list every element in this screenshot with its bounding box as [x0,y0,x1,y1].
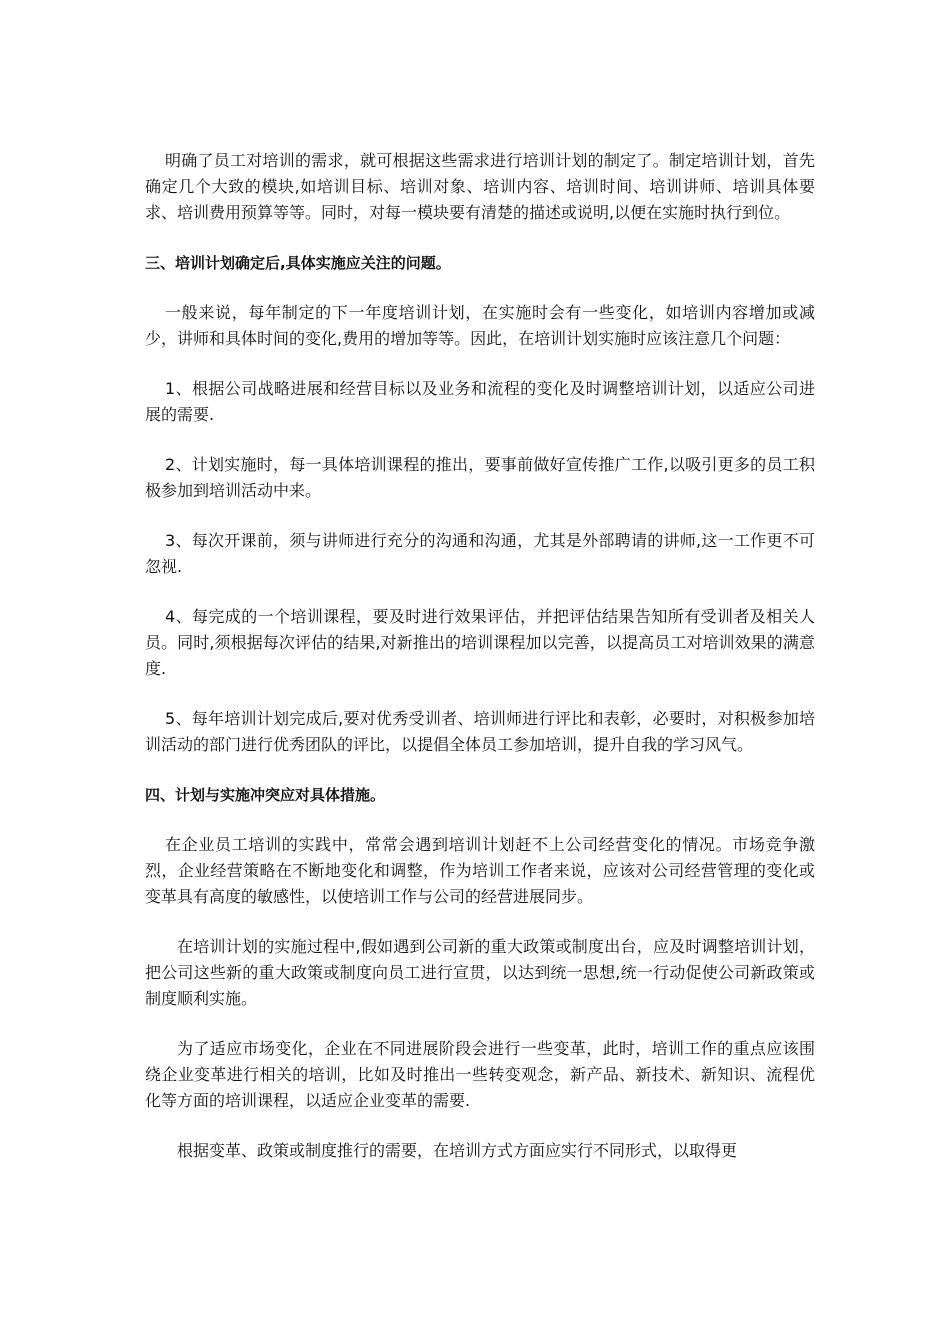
list-item-2: 2、计划实施时，每一具体培训课程的推出，要事前做好宣传推广工作,以吸引更多的员工积极参加到培训活动中来。 [145,455,815,500]
paragraph-policy-changes: 在培训计划的实施过程中,假如遇到公司新的重大政策或制度出台，应及时调整培训计划，把公司这些新的重大政策或制度向员工进行宣贯，以达到统一思想,统一行动促使公司新政策或制度顺利实施。 [145,937,815,1008]
paragraph-enterprise-reform: 为了适应市场变化，企业在不同进展阶段会进行一些变革，此时，培训工作的重点应该围绕企业变革进行相关的培训，比如及时推出一些转变观念，新产品、新技术、新知识、流程优化等方面的培训课程，以适应企业变革的需要. [145,1039,815,1110]
section-heading-3: 三、培训计划确定后,具体实施应关注的问题。 [145,254,451,272]
paragraph-market-changes: 在企业员工培训的实践中，常常会遇到培训计划赶不上公司经营变化的情况。市场竞争激烈，企业经营策略在不断地变化和调整，作为培训工作者来说，应该对公司经营管理的变化或变革具有高度的敏感性，以使培训工作与公司的经营进展同步。 [145,835,815,906]
paragraph-training-methods: 根据变革、政策或制度推行的需要，在培训方式方面应实行不同形式，以取得更 [177,1141,738,1160]
document-page [145,148,815,1188]
paragraph-training-plan-intro: 明确了员工对培训的需求，就可根据这些需求进行培训计划的制定了。制定培训计划，首先确定几个大致的模块,如培训目标、培训对象、培训内容、培训时间、培训讲师、培训具体要求、培训费用预算等等。同时，对每一模块要有清楚的描述或说明,以便在实施时执行到位。 [145,151,815,222]
list-item-1: 1、根据公司战略进展和经营目标以及业务和流程的变化及时调整培训计划，以适应公司进展的需要. [145,379,815,424]
list-item-3: 3、每次开课前，须与讲师进行充分的沟通和沟通，尤其是外部聘请的讲师,这一工作更不可忽视. [145,531,815,576]
list-item-5: 5、每年培训计划完成后,要对优秀受训者、培训师进行评比和表彰，必要时，对积极参加培训活动的部门进行优秀团队的评比，以提倡全体员工参加培训，提升自我的学习风气。 [145,709,815,754]
section-heading-4: 四、计划与实施冲突应对具体措施。 [145,786,386,804]
paragraph-implementation-changes: 一般来说，每年制定的下一年度培训计划，在实施时会有一些变化，如培训内容增加或减少，讲师和具体时间的变化,费用的增加等等。因此，在培训计划实施时应该注意几个问题： [145,303,815,348]
list-item-4: 4、每完成的一个培训课程，要及时进行效果评估，并把评估结果告知所有受训者及相关人员。同时,须根据每次评估的结果,对新推出的培训课程加以完善，以提高员工对培训效果的满意度. [145,607,815,678]
